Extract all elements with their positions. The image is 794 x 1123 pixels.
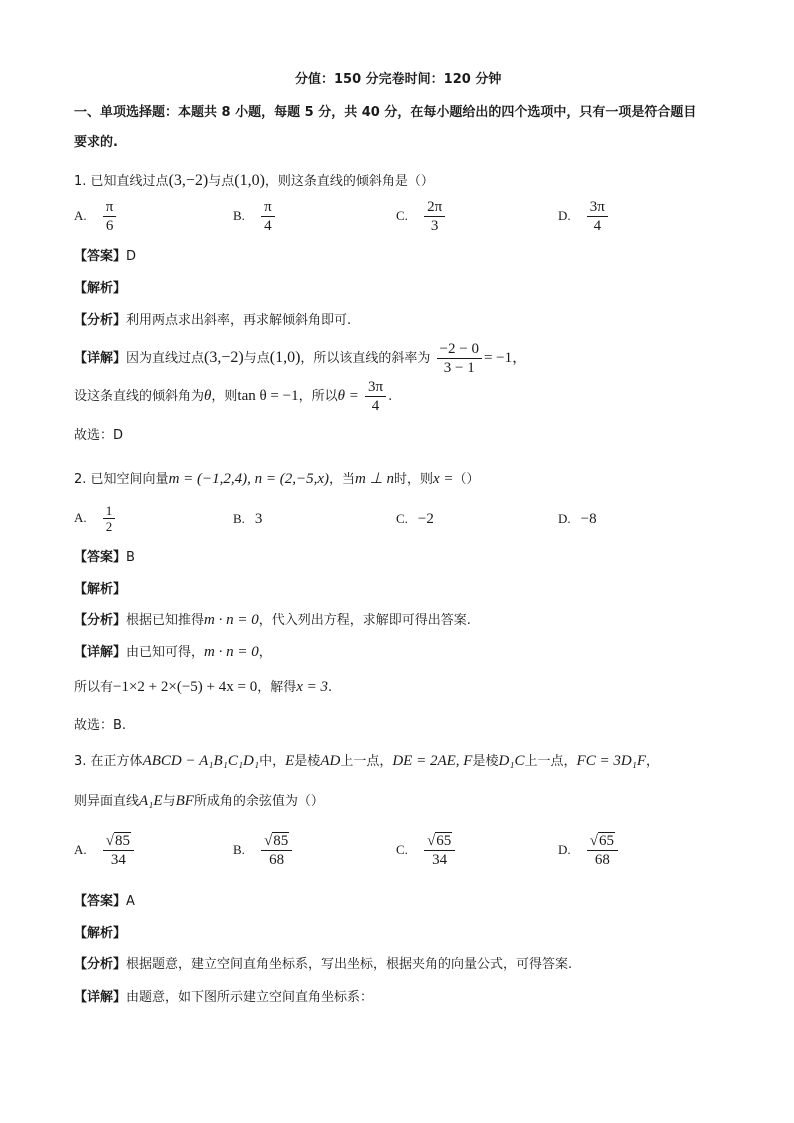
question-2-analysis-label: 【解析】 xyxy=(74,582,127,597)
option-fraction: $\frac{3\pi}{4}$ xyxy=(587,198,608,235)
question-1-option-c: C. $\frac{2\pi}{3}$ xyxy=(396,198,447,235)
question-number: 1. xyxy=(74,174,87,189)
question-1-option-d: D. $\frac{3\pi}{4}$ xyxy=(558,198,610,235)
question-3-stem-line2: 则异面直线A₁E与BF所成角的余弦值为（） xyxy=(74,793,324,809)
question-number: 3. xyxy=(74,754,87,769)
question-1-option-b: B. $\frac{\pi}{4}$ xyxy=(233,198,277,235)
question-2-option-b: B. 3 xyxy=(233,511,263,527)
question-1-detail-1: 【详解】因为直线过点(3,−2)与点(1,0)，所以该直线的斜率为 $\frac{-2 - 0}{3 - 1}$ = −1， xyxy=(74,341,528,376)
option-fraction: $\frac{1}{2}$ xyxy=(103,503,116,534)
question-1-option-a: A. $\frac{\pi}{6}$ xyxy=(74,198,118,235)
angle-fraction: $\frac{3\pi}{4}$ xyxy=(365,378,386,415)
question-3-fenxi: 【分析】根据题意，建立空间直角坐标系，写出坐标，根据夹角的向量公式，可得答案. xyxy=(74,957,573,972)
question-3-option-c: C. $\frac{√65}{34}$ xyxy=(396,832,457,869)
point-1: (3,−2) xyxy=(168,172,209,189)
page-title: 分值：150 分完卷时间：120 分钟 xyxy=(295,72,502,87)
question-3-answer: 【答案】A xyxy=(74,894,135,909)
question-number: 2. xyxy=(74,472,87,487)
question-3-option-b: B. $\frac{√85}{68}$ xyxy=(233,832,294,869)
question-2-answer: 【答案】B xyxy=(74,550,135,565)
question-3-option-a: A. $\frac{√85}{34}$ xyxy=(74,832,136,869)
question-2-choose: 故选：B. xyxy=(74,718,127,733)
slope-fraction: $\frac{-2 - 0}{3 - 1}$ xyxy=(437,340,482,377)
question-1-fenxi: 【分析】利用两点求出斜率，再求解倾斜角即可. xyxy=(74,313,352,328)
option-fraction: $\frac{2\pi}{3}$ xyxy=(424,198,445,235)
option-fraction: $\frac{√65}{34}$ xyxy=(424,832,455,869)
question-2-detail-2: 所以有−1×2 + 2×(−5) + 4x = 0，解得x = 3. xyxy=(74,679,333,695)
question-1-answer: 【答案】D xyxy=(74,249,137,264)
question-3-detail: 【详解】由题意，如下图所示建立空间直角坐标系： xyxy=(74,990,374,1005)
question-3-stem-line1: 3. 在正方体ABCD − A₁B₁C₁D₁中，E是棱AD上一点，DE = 2AE, F是棱D₁C上一点，FC = 3D₁F， xyxy=(74,753,660,769)
question-2-fenxi: 【分析】根据已知推得m · n = 0，代入列出方程，求解即可得出答案. xyxy=(74,612,471,628)
option-fraction: $\frac{√65}{68}$ xyxy=(587,832,618,869)
question-2-option-c: C. −2 xyxy=(396,511,434,527)
vector-definition: m = (−1,2,4), n = (2,−5,x) xyxy=(168,471,330,487)
question-2-option-d: D. −8 xyxy=(558,511,597,527)
section-heading-line1: 一、单项选择题：本题共 8 小题，每题 5 分，共 40 分，在每小题给出的四个选项中，只有一项是符合题目 xyxy=(74,105,697,120)
option-fraction: $\frac{√85}{68}$ xyxy=(261,832,292,869)
question-2-stem: 2. 已知空间向量m = (−1,2,4), n = (2,−5,x)，当m ⊥ n时，则x =（） xyxy=(74,471,480,487)
question-1-stem: 1. 已知直线过点(3,−2)与点(1,0)，则这条直线的倾斜角是（） xyxy=(74,172,434,189)
question-1-choose: 故选：D xyxy=(74,428,124,443)
section-heading-line2: 要求的. xyxy=(74,135,118,150)
question-1-detail-2: 设这条直线的倾斜角为θ，则tan θ = −1，所以θ = $\frac{3\pi}{4}$ . xyxy=(74,379,393,414)
option-fraction: $\frac{\pi}{6}$ xyxy=(103,198,117,235)
question-3-option-d: D. $\frac{√65}{68}$ xyxy=(558,832,620,869)
point-2: (1,0) xyxy=(234,172,265,189)
option-fraction: $\frac{\pi}{4}$ xyxy=(261,198,275,235)
option-fraction: $\frac{√85}{34}$ xyxy=(103,832,134,869)
question-1-analysis-label: 【解析】 xyxy=(74,281,127,296)
question-2-detail-1: 【详解】由已知可得，m · n = 0， xyxy=(74,644,272,660)
question-2-option-a: A. $\frac{1}{2}$ xyxy=(74,503,117,534)
question-3-analysis-label: 【解析】 xyxy=(74,926,127,941)
